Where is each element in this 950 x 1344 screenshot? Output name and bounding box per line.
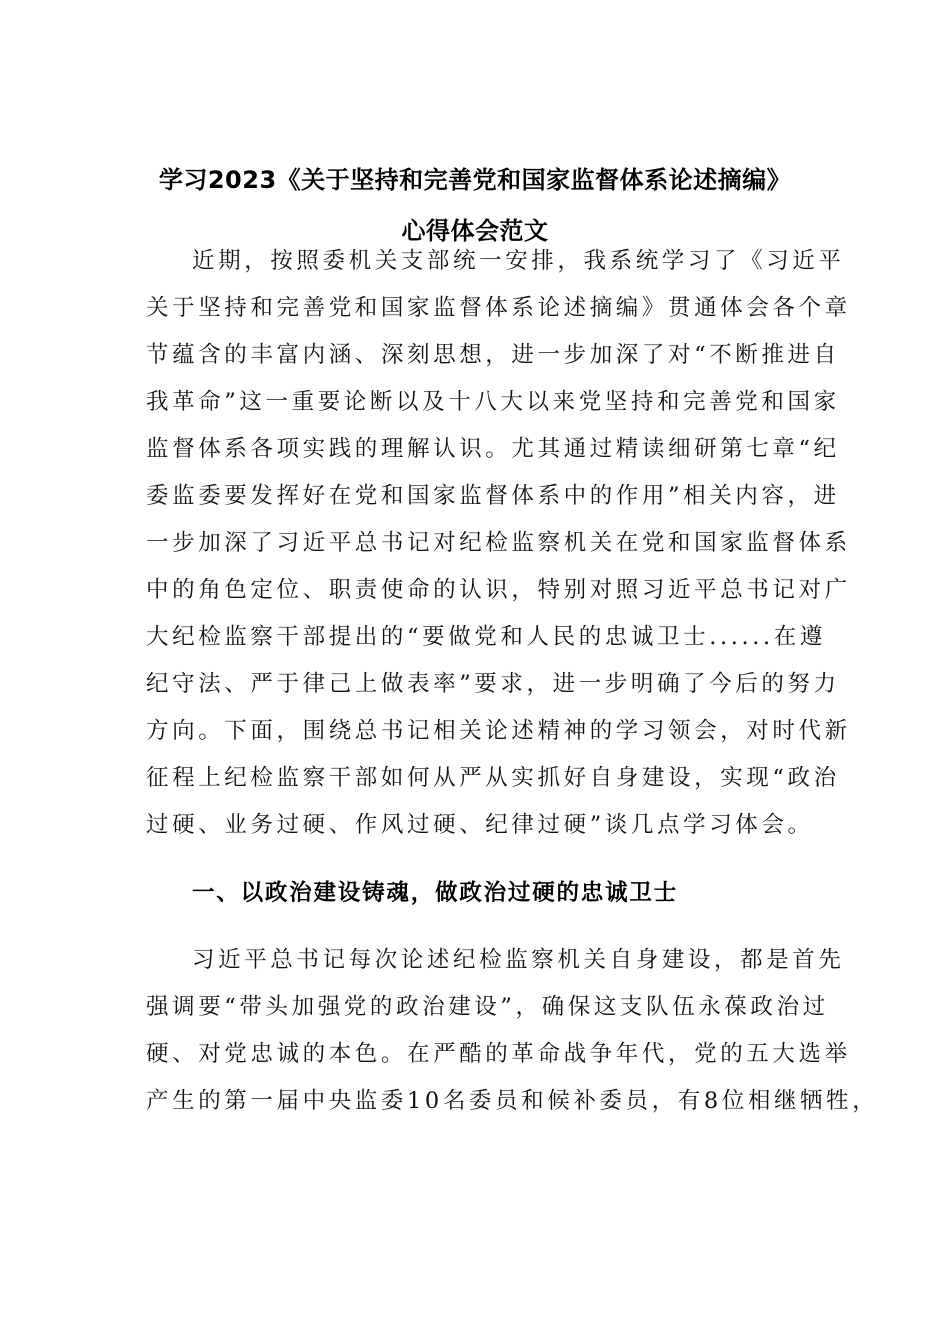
document-title-line-1: 学习2023《关于坚持和完善党和国家监督体系论述摘编》 bbox=[158, 166, 792, 194]
paragraph-line: 过硬、业务过硬、作风过硬、纪律过硬”谈几点学习体会。 bbox=[146, 812, 814, 838]
paragraph-line: 关于坚持和完善党和国家监督体系论述摘编》贯通体会各个章 bbox=[146, 295, 851, 321]
paragraph-line: 监督体系各项实践的理解认识。尤其通过精读细研第七章“纪 bbox=[146, 436, 840, 462]
paragraph-line: 强调要“带头加强党的政治建设”，确保这支队伍永葆政治过 bbox=[146, 994, 829, 1020]
paragraph-line: 征程上纪检监察干部如何从严从实抓好自身建设，实现“政治 bbox=[146, 765, 840, 791]
paragraph-line: 节蕴含的丰富内涵、深刻思想，进一步加深了对“不断推进自 bbox=[146, 342, 840, 368]
paragraph-line: 纪守法、严于律己上做表率”要求，进一步明确了今后的努力 bbox=[146, 671, 840, 697]
paragraph-line: 近期，按照委机关支部统一安排，我系统学习了《习近平 bbox=[192, 248, 845, 274]
section-heading-1: 一、以政治建设铸魂，做政治过硬的忠诚卫士 bbox=[192, 880, 679, 906]
paragraph-line: 产生的第一届中央监委10名委员和候补委员，有8位相继牺牲， bbox=[146, 1088, 879, 1114]
paragraph-line: 习近平总书记每次论述纪检监察机关自身建设，都是首先 bbox=[192, 947, 845, 973]
paragraph-line: 方向。下面，围绕总书记相关论述精神的学习领会，对时代新 bbox=[146, 718, 851, 744]
paragraph-line: 我革命”这一重要论断以及十八大以来党坚持和完善党和国家 bbox=[146, 389, 840, 415]
paragraph-line: 大纪检监察干部提出的“要做党和人民的忠诚卫士......在遵 bbox=[146, 624, 826, 650]
paragraph-line: 中的角色定位、职责使命的认识，特别对照习近平总书记对广 bbox=[146, 577, 851, 603]
paragraph-line: 一步加深了习近平总书记对纪检监察机关在党和国家监督体系 bbox=[146, 530, 851, 556]
paragraph-line: 委监委要发挥好在党和国家监督体系中的作用”相关内容，进 bbox=[146, 483, 840, 509]
paragraph-line: 硬、对党忠诚的本色。在严酷的革命战争年代，党的五大选举 bbox=[146, 1041, 851, 1067]
document-title-line-2: 心得体会范文 bbox=[401, 217, 549, 245]
